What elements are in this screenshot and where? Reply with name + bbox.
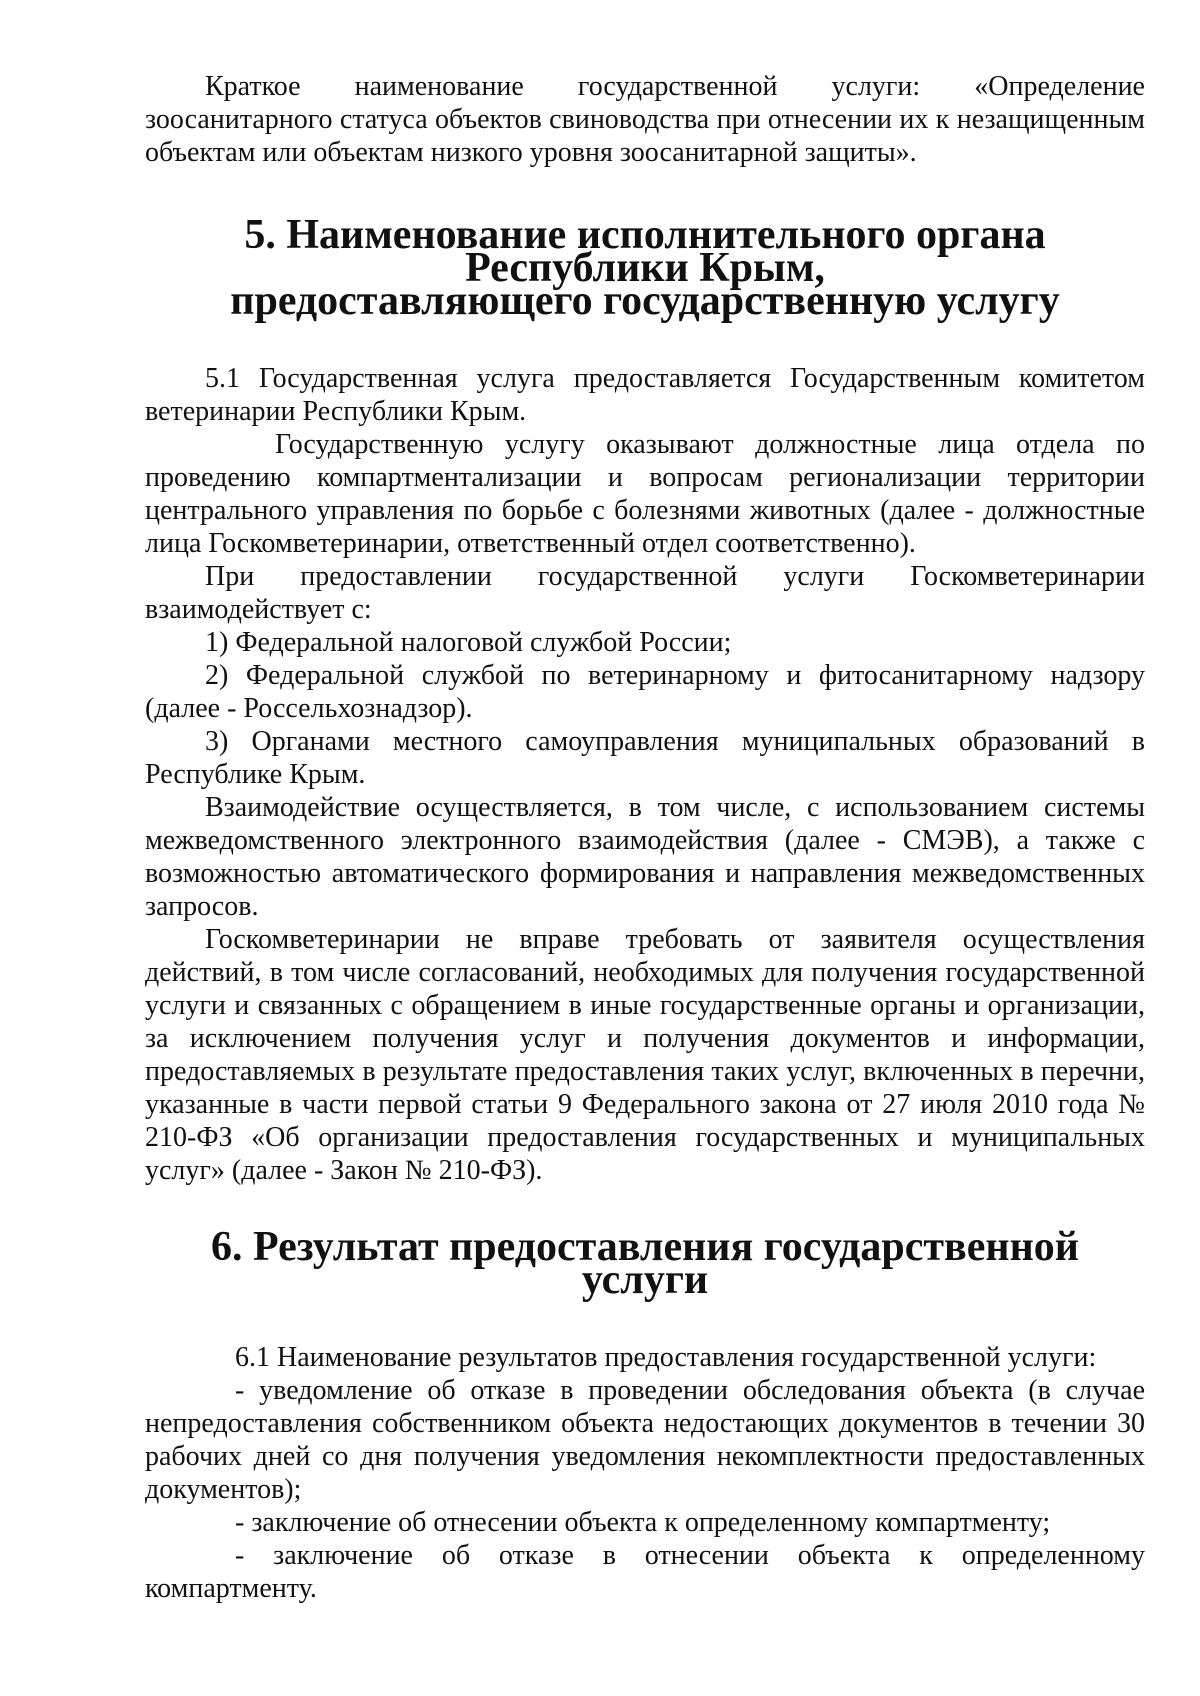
section-5-paragraph-3: При предоставлении государственной услуги Госкомветеринарии взаимодействует с: (145, 561, 1145, 625)
section-5-paragraph-5: Госкомветеринарии не вправе требовать от заявителя осуществления действий, в том числе согласований, необходимых для получения государственной услуги и связанных с обращением в иные государственные органы и организации, за исключением получения услуг и получения документов и информации, предоставляемых в результате предоставления таких услуг, включенных в перечни, указанные в части первой статьи 9 Федерального закона от 27 июля 2010 года № 210-ФЗ «Об организации предоставления государственных и муниципальных услуг» (далее - Закон № 210-ФЗ). (145, 924, 1145, 1186)
section-6-list-item-2: - заключение об отнесении объекта к определенному компартменту; (235, 1507, 1051, 1538)
section-6-paragraph-1: 6.1 Наименование результатов предоставления государственной услуги: (235, 1342, 1097, 1373)
document-page (145, 70, 1145, 1605)
section-5-list-item-1: 1) Федеральной налоговой службой России; (205, 627, 732, 658)
section-5-heading (145, 212, 1145, 324)
section-5-paragraph-4: Взаимодействие осуществляется, в том числе, с использованием системы межведомственного электронного взаимодействия (далее - СМЭВ), а также с возможностью автоматического формирования и направления межведомственных запросов. (145, 792, 1145, 922)
section-5-heading-line2: предоставляющего государственную услугу (230, 278, 1060, 324)
intro-paragraph: Краткое наименование государственной услуги: «Определение зоосанитарного статуса объектов свиноводства при отнесении их к незащищенным объектам или объектам низкого уровня зоосанитарной защиты». (145, 71, 1145, 168)
section-6-list-item-3: - заключение об отказе в отнесении объекта к определенному компартменту. (145, 1540, 1145, 1604)
spacer (145, 1297, 1145, 1341)
section-5-list-item-3: 3) Органами местного самоуправления муниципальных образований в Республике Крым. (145, 726, 1145, 790)
spacer (145, 318, 1145, 362)
section-6-heading: 6. Результат предоставления государственной услуги (211, 1224, 1079, 1303)
section-5-paragraph-2: Государственную услугу оказывают должностные лица отдела по проведению компартментализации и вопросам регионализации территории центрального управления по борьбе с болезнями животных (далее - должностные лица Госкомветеринарии, ответственный отдел соответственно). (145, 429, 1145, 559)
section-5-list-item-2: 2) Федеральной службой по ветеринарному и фитосанитарному надзору (далее - Россельхознадзор). (145, 660, 1145, 724)
section-5-paragraph-1: 5.1 Государственная услуга предоставляется Государственным комитетом ветеринарии Республики Крым. (145, 363, 1145, 427)
section-6-list-item-1: - уведомление об отказе в проведении обследования объекта (в случае непредоставления собственником объекта недостающих документов в течении 30 рабочих дней со дня получения уведомления некомплектности предоставленных документов); (145, 1375, 1145, 1505)
section-5-heading-line1: 5. Наименование исполнительного органа Республики Крым, (244, 212, 1046, 291)
